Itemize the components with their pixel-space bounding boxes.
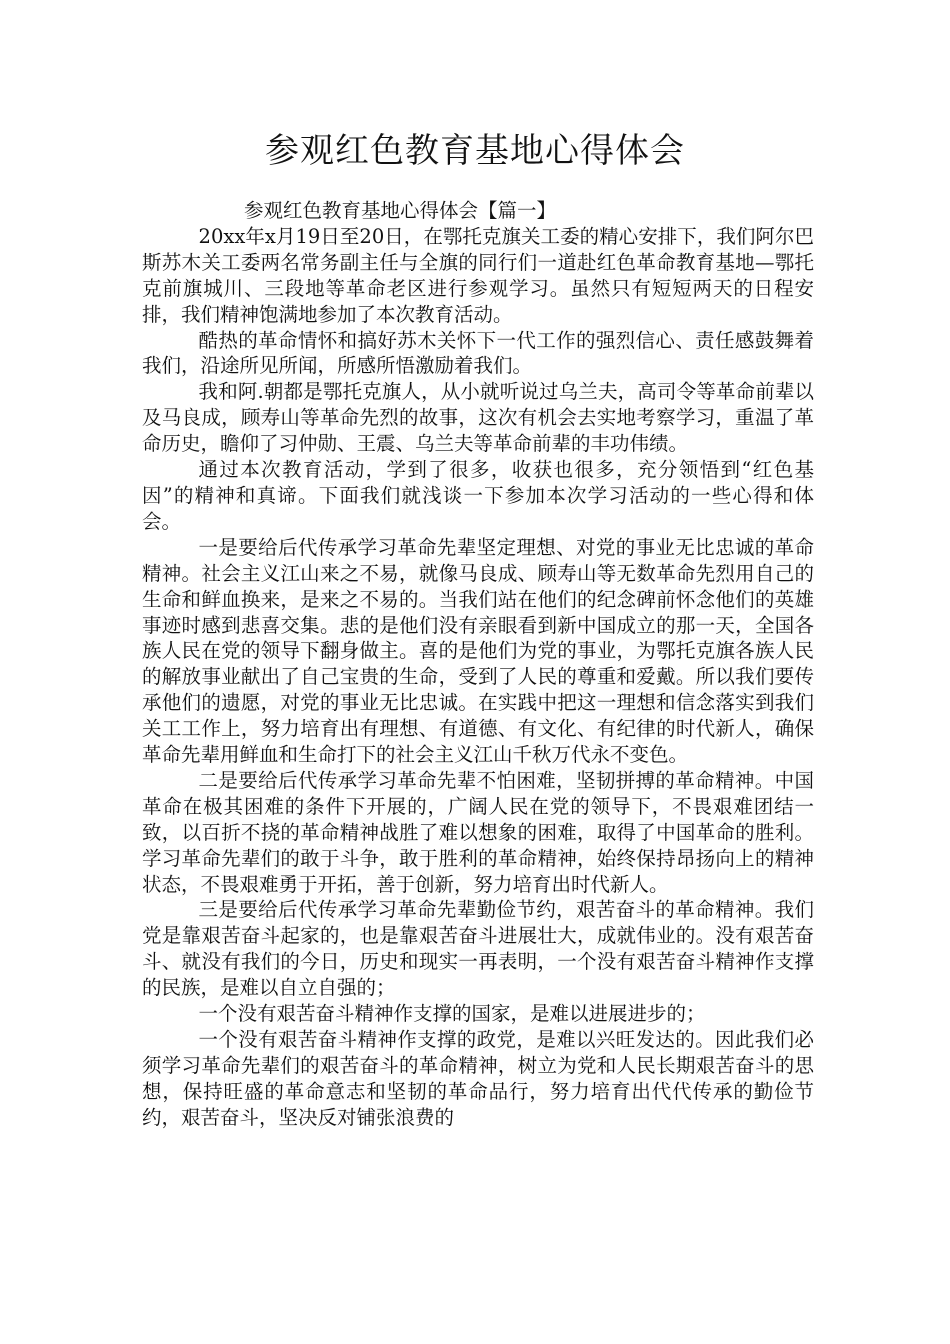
paragraph-6: 二是要给后代传承学习革命先辈不怕困难，坚韧拼搏的革命精神。中国革命在极其困难的条件下开展的，广阔人民在党的领导下，不畏艰难团结一致，以百折不挠的革命精神战胜了难以想象的困难，取得了中国革命的胜利。学习革命先辈们的敢于斗争，敢于胜利的革命精神，始终保持昂扬向上的精神状态，不畏艰难勇于开拓，善于创新，努力培育出时代新人。 [142, 768, 814, 896]
paragraph-5: 一是要给后代传承学习革命先辈坚定理想、对党的事业无比忠诚的革命精神。社会主义江山来之不易，就像马良成、顾寿山等无数革命先烈用自己的生命和鲜血换来，是来之不易的。当我们站在他们的纪念碑前怀念他们的英雄事迹时感到悲喜交集。悲的是他们没有亲眼看到新中国成立的那一天，全国各族人民在党的领导下翻身做主。喜的是他们为党的事业，为鄂托克旗各族人民的解放事业献出了自己宝贵的生命，受到了人民的尊重和爱戴。所以我们要传承他们的遗愿，对党的事业无比忠诚。在实践中把这一理想和信念落实到我们关工工作上，努力培育出有理想、有道德、有文化、有纪律的时代新人，确保革命先辈用鲜血和生命打下的社会主义江山千秋万代永不变色。 [142, 535, 814, 767]
paragraph-7: 三是要给后代传承学习革命先辈勤俭节约，艰苦奋斗的革命精神。我们党是靠艰苦奋斗起家的，也是靠艰苦奋斗进展壮大，成就伟业的。没有艰苦奋斗、就没有我们的今日，历史和现实一再表明，一个没有艰苦奋斗精神作支撑的民族，是难以自立自强的； [142, 898, 814, 1000]
document-body [142, 198, 814, 1131]
document-title: 参观红色教育基地心得体会 [265, 131, 685, 171]
paragraph-2: 酷热的革命情怀和搞好苏木关怀下一代工作的强烈信心、责任感鼓舞着我们，沿途所见所闻，所感所悟激励着我们。 [142, 328, 814, 378]
section-heading: 参观红色教育基地心得体会【篇一】 [244, 199, 557, 222]
paragraph-8: 一个没有艰苦奋斗精神作支撑的国家，是难以进展进步的； [198, 1002, 706, 1026]
paragraph-1: 20xx年x月19日至20日，在鄂托克旗关工委的精心安排下，我们阿尔巴斯苏木关工委两名常务副主任与全旗的同行们一道赴红色革命教育基地—鄂托克前旗城川、三段地等革命老区进行参观学习。虽然只有短短两天的日程安排，我们精神饱满地参加了本次教育活动。 [142, 224, 814, 326]
paragraph-4: 通过本次教育活动，学到了很多，收获也很多，充分领悟到“红色基因”的精神和真谛。下面我们就浅谈一下参加本次学习活动的一些心得和体会。 [142, 458, 814, 533]
paragraph-9: 一个没有艰苦奋斗精神作支撑的政党，是难以兴旺发达的。因此我们必须学习革命先辈们的艰苦奋斗的革命精神，树立为党和人民长期艰苦奋斗的思想，保持旺盛的革命意志和坚韧的革命品行，努力培育出代代传承的勤俭节约，艰苦奋斗，坚决反对铺张浪费的 [142, 1028, 814, 1129]
paragraph-3: 我和阿.朝都是鄂托克旗人，从小就听说过乌兰夫，高司令等革命前辈以及马良成，顾寿山等革命先烈的故事，这次有机会去实地考察学习，重温了革命历史，瞻仰了习仲勋、王震、乌兰夫等革命前辈的丰功伟绩。 [142, 380, 814, 456]
